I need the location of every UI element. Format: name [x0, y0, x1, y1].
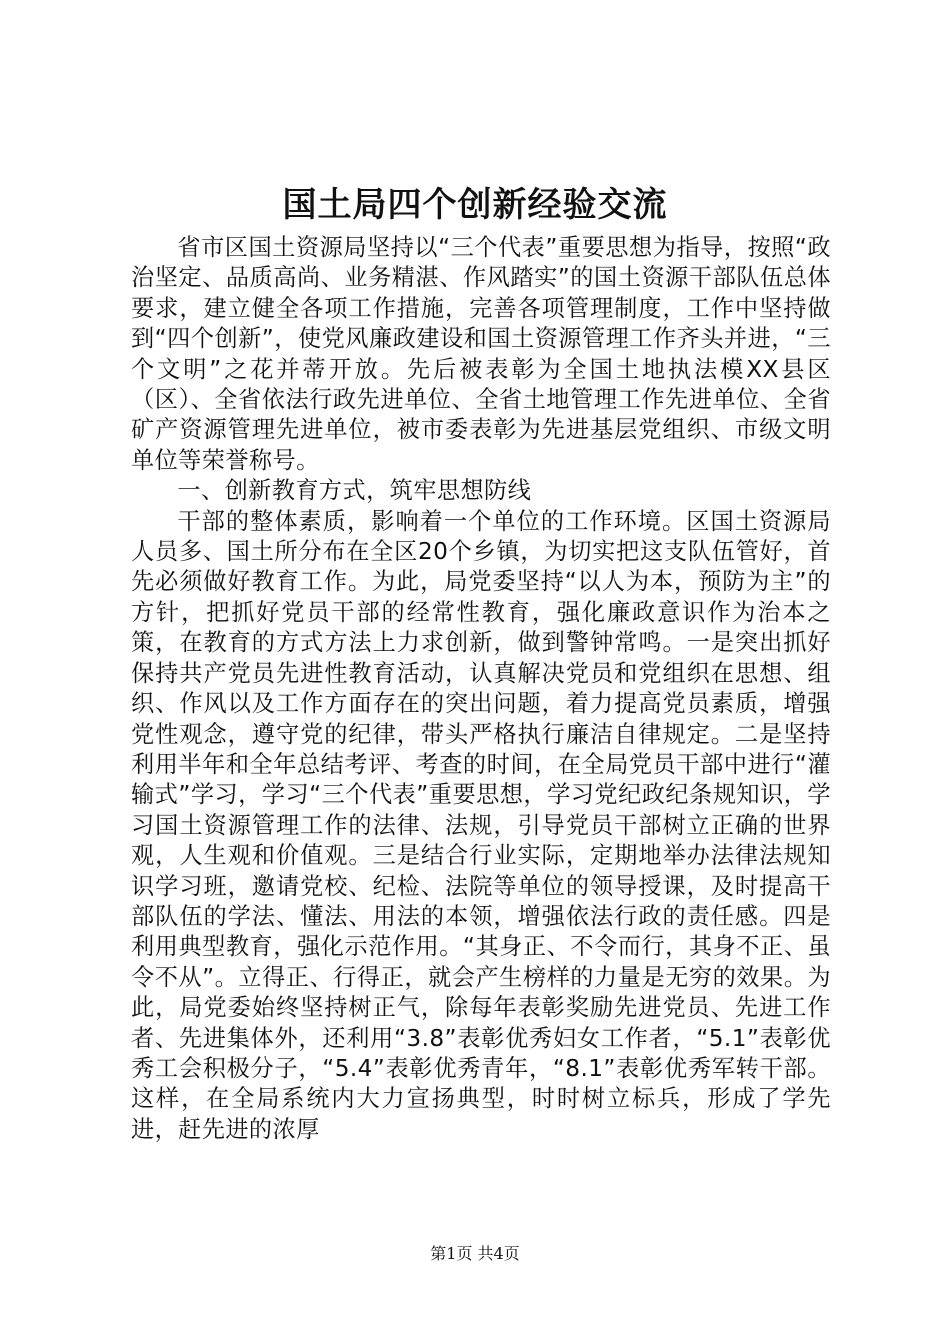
body-paragraph: 干部的整体素质，影响着一个单位的工作环境。区国土资源局人员多、国土所分布在全区20个乡镇，为切实把这支队伍管好，首先必须做好教育工作。为此，局党委坚持“以人为本，预防为主”的方针，把抓好党员干部的经常性教育，强化廉政意识作为治本之策，在教育的方式方法上力求创新，做到警钟常鸣。一是突出抓好保持共产党员先进性教育活动，认真解决党员和党组织在思想、组织、作风以及工作方面存在的突出问题，着力提高党员素质，增强党性观念，遵守党的纪律，带头严格执行廉洁自律规定。二是坚持利用半年和全年总结考评、考查的时间，在全局党员干部中进行“灌输式”学习，学习“三个代表”重要思想，学习党纪政纪条规知识，学习国土资源管理工作的法律、法规，引导党员干部树立正确的世界观，人生观和价值观。三是结合行业实际，定期地举办法律法规知识学习班，邀请党校、纪检、法院等单位的领导授课，及时提高干部队伍的学法、懂法、用法的本领，增强依法行政的责任感。四是利用典型教育，强化示范作用。“其身正、不令而行，其身不正、虽令不从”。立得正、行得正，就会产生榜样的力量是无穷的效果。为此，局党委始终坚持树正气，除每年表彰奖励先进党员、先进工作者、先进集体外，还利用“3.8”表彰优秀妇女工作者，“5.1”表彰优秀工会积极分子，“5.4”表彰优秀青年，“8.1”表彰优秀军转干部。这样，在全局系统内大力宣扬典型，时时树立标兵，形成了学先进，赶先进的浓厚 — [131, 507, 831, 1143]
intro-paragraph: 省市区国土资源局坚持以“三个代表”重要思想为指导，按照“政治坚定、品质高尚、业务精湛、作风踏实”的国土资源干部队伍总体要求，建立健全各项工作措施，完善各项管理制度，工作中坚持做到“四个创新”，使党风廉政建设和国土资源管理工作齐头并进，“三个文明”之花并蒂开放。先后被表彰为全国土地执法模XX县区（区）、全省依法行政先进单位、全省土地管理工作先进单位、全省矿产资源管理先进单位，被市委表彰为先进基层党组织、市级文明单位等荣誉称号。 — [131, 234, 831, 474]
section-heading: 一、创新教育方式，筑牢思想防线 — [177, 477, 532, 505]
document-body — [131, 233, 831, 1145]
page-footer: 第1页 共4页 — [430, 1244, 520, 1263]
page-title: 国土局四个创新经验交流 — [282, 185, 668, 225]
